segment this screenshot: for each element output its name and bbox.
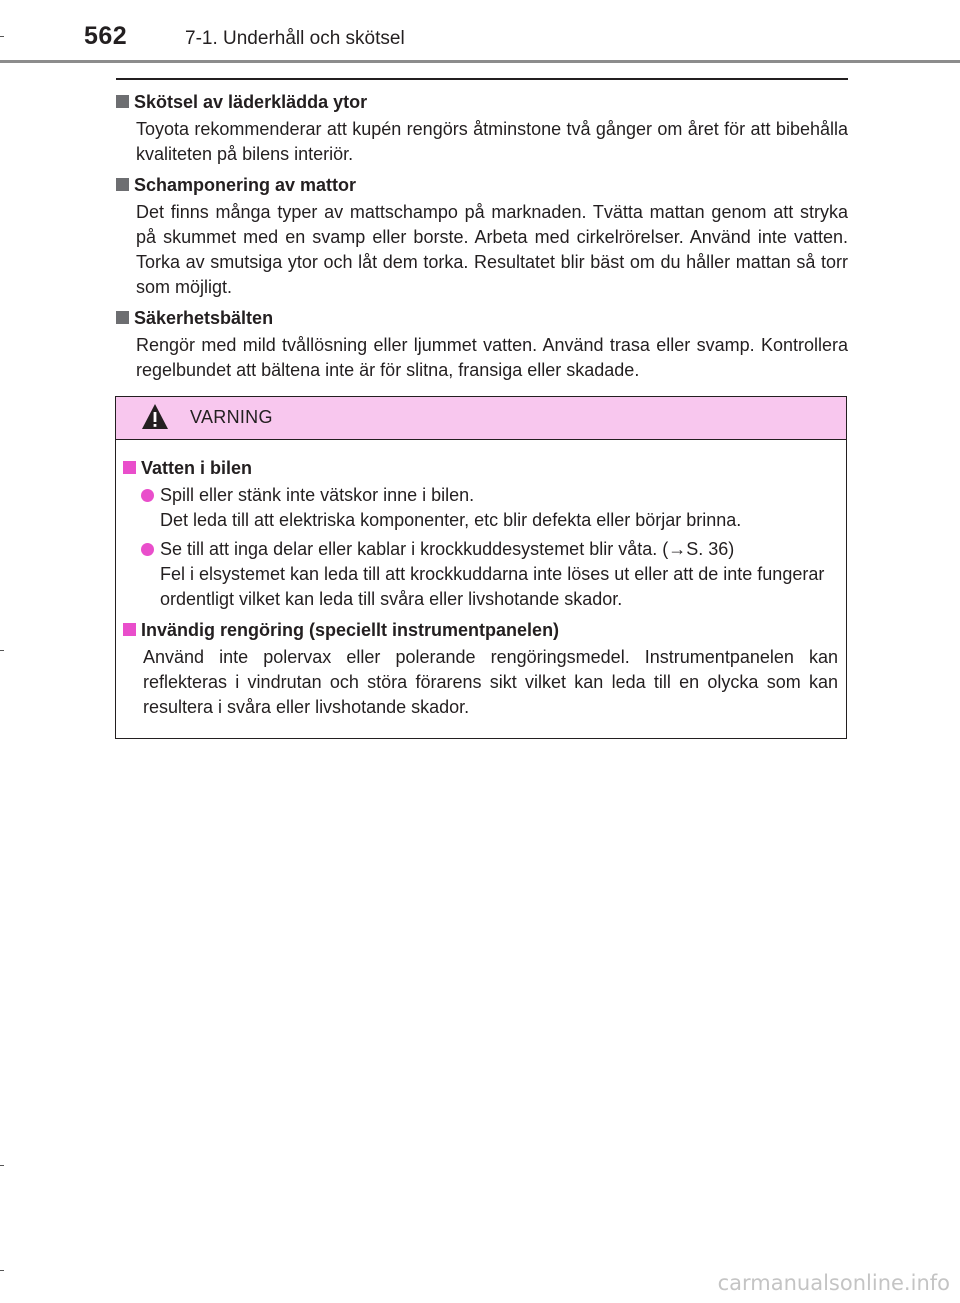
section-heading: Säkerhetsbälten (116, 306, 848, 330)
crop-mark (0, 650, 4, 651)
warning-item: Spill eller stänk inte vätskor inne i bilen. Det leda till att elektriska komponenter, etc blir defekta eller börjar brinna. (123, 483, 838, 533)
page-number: 562 (84, 22, 128, 50)
section-body: Rengör med mild tvållösning eller ljummet vatten. Använd trasa eller svamp. Kontrollera regelbundet att bältena inte är för slitna, fransiga eller skadade. (136, 335, 848, 380)
section-leather-care (116, 90, 848, 167)
warning-header (116, 397, 846, 440)
warning-paragraph: Använd inte polervax eller polerande rengöringsmedel. Instrumentpanelen kan reflekteras i vindrutan och störa förarens sikt vilket kan leda till en olycka som kan resultera i svåra eller livshotande skador. (143, 647, 838, 717)
warning-label: VARNING (190, 407, 273, 427)
square-bullet-icon (123, 623, 136, 636)
content-top-rule (116, 78, 848, 80)
crop-mark (0, 1165, 4, 1166)
section-heading: Skötsel av läderklädda ytor (116, 90, 848, 114)
section-carpet-shampoo (116, 173, 848, 300)
square-bullet-icon (116, 311, 129, 324)
square-bullet-icon (116, 178, 129, 191)
round-bullet-icon (141, 543, 154, 556)
warning-section-heading: Vatten i bilen (123, 456, 838, 480)
section-seat-belts (116, 306, 848, 383)
section-title: 7-1. Underhåll och skötsel (185, 28, 405, 49)
header-divider (0, 60, 960, 63)
warning-box (115, 396, 847, 739)
watermark: carmanualsonline.info (717, 1271, 950, 1295)
warning-section-water (123, 456, 838, 612)
page-header (0, 18, 960, 64)
main-content (116, 90, 848, 389)
warning-triangle-icon (141, 403, 169, 430)
section-heading: Schamponering av mattor (116, 173, 848, 197)
section-body: Toyota rekommenderar att kupén rengörs åtminstone två gånger om året för att bibehålla kvaliteten på bilens interiör. (136, 119, 848, 164)
warning-item: Se till att inga delar eller kablar i krockkuddesystemet blir våta. (→S. 36) Fel i elsystemet kan leda till att krockkuddarna inte löses ut eller att de inte fungerar ordentligt vilket kan leda till svåra eller livshotande skador. (123, 537, 838, 612)
crop-mark (0, 1270, 4, 1271)
round-bullet-icon (141, 489, 154, 502)
warning-body (116, 440, 846, 720)
warning-section-interior-cleaning (123, 618, 838, 720)
section-body: Det finns många typer av mattschampo på marknaden. Tvätta mattan genom att stryka på skummet med en svamp eller borste. Arbeta med cirkelrörelser. Använd inte vatten. Torka av smutsiga ytor och låt dem torka. Resultatet blir bäst om du håller mattan så torr som möjligt. (136, 202, 848, 297)
square-bullet-icon (123, 461, 136, 474)
warning-section-heading: Invändig rengöring (speciellt instrumentpanelen) (123, 618, 838, 642)
square-bullet-icon (116, 95, 129, 108)
